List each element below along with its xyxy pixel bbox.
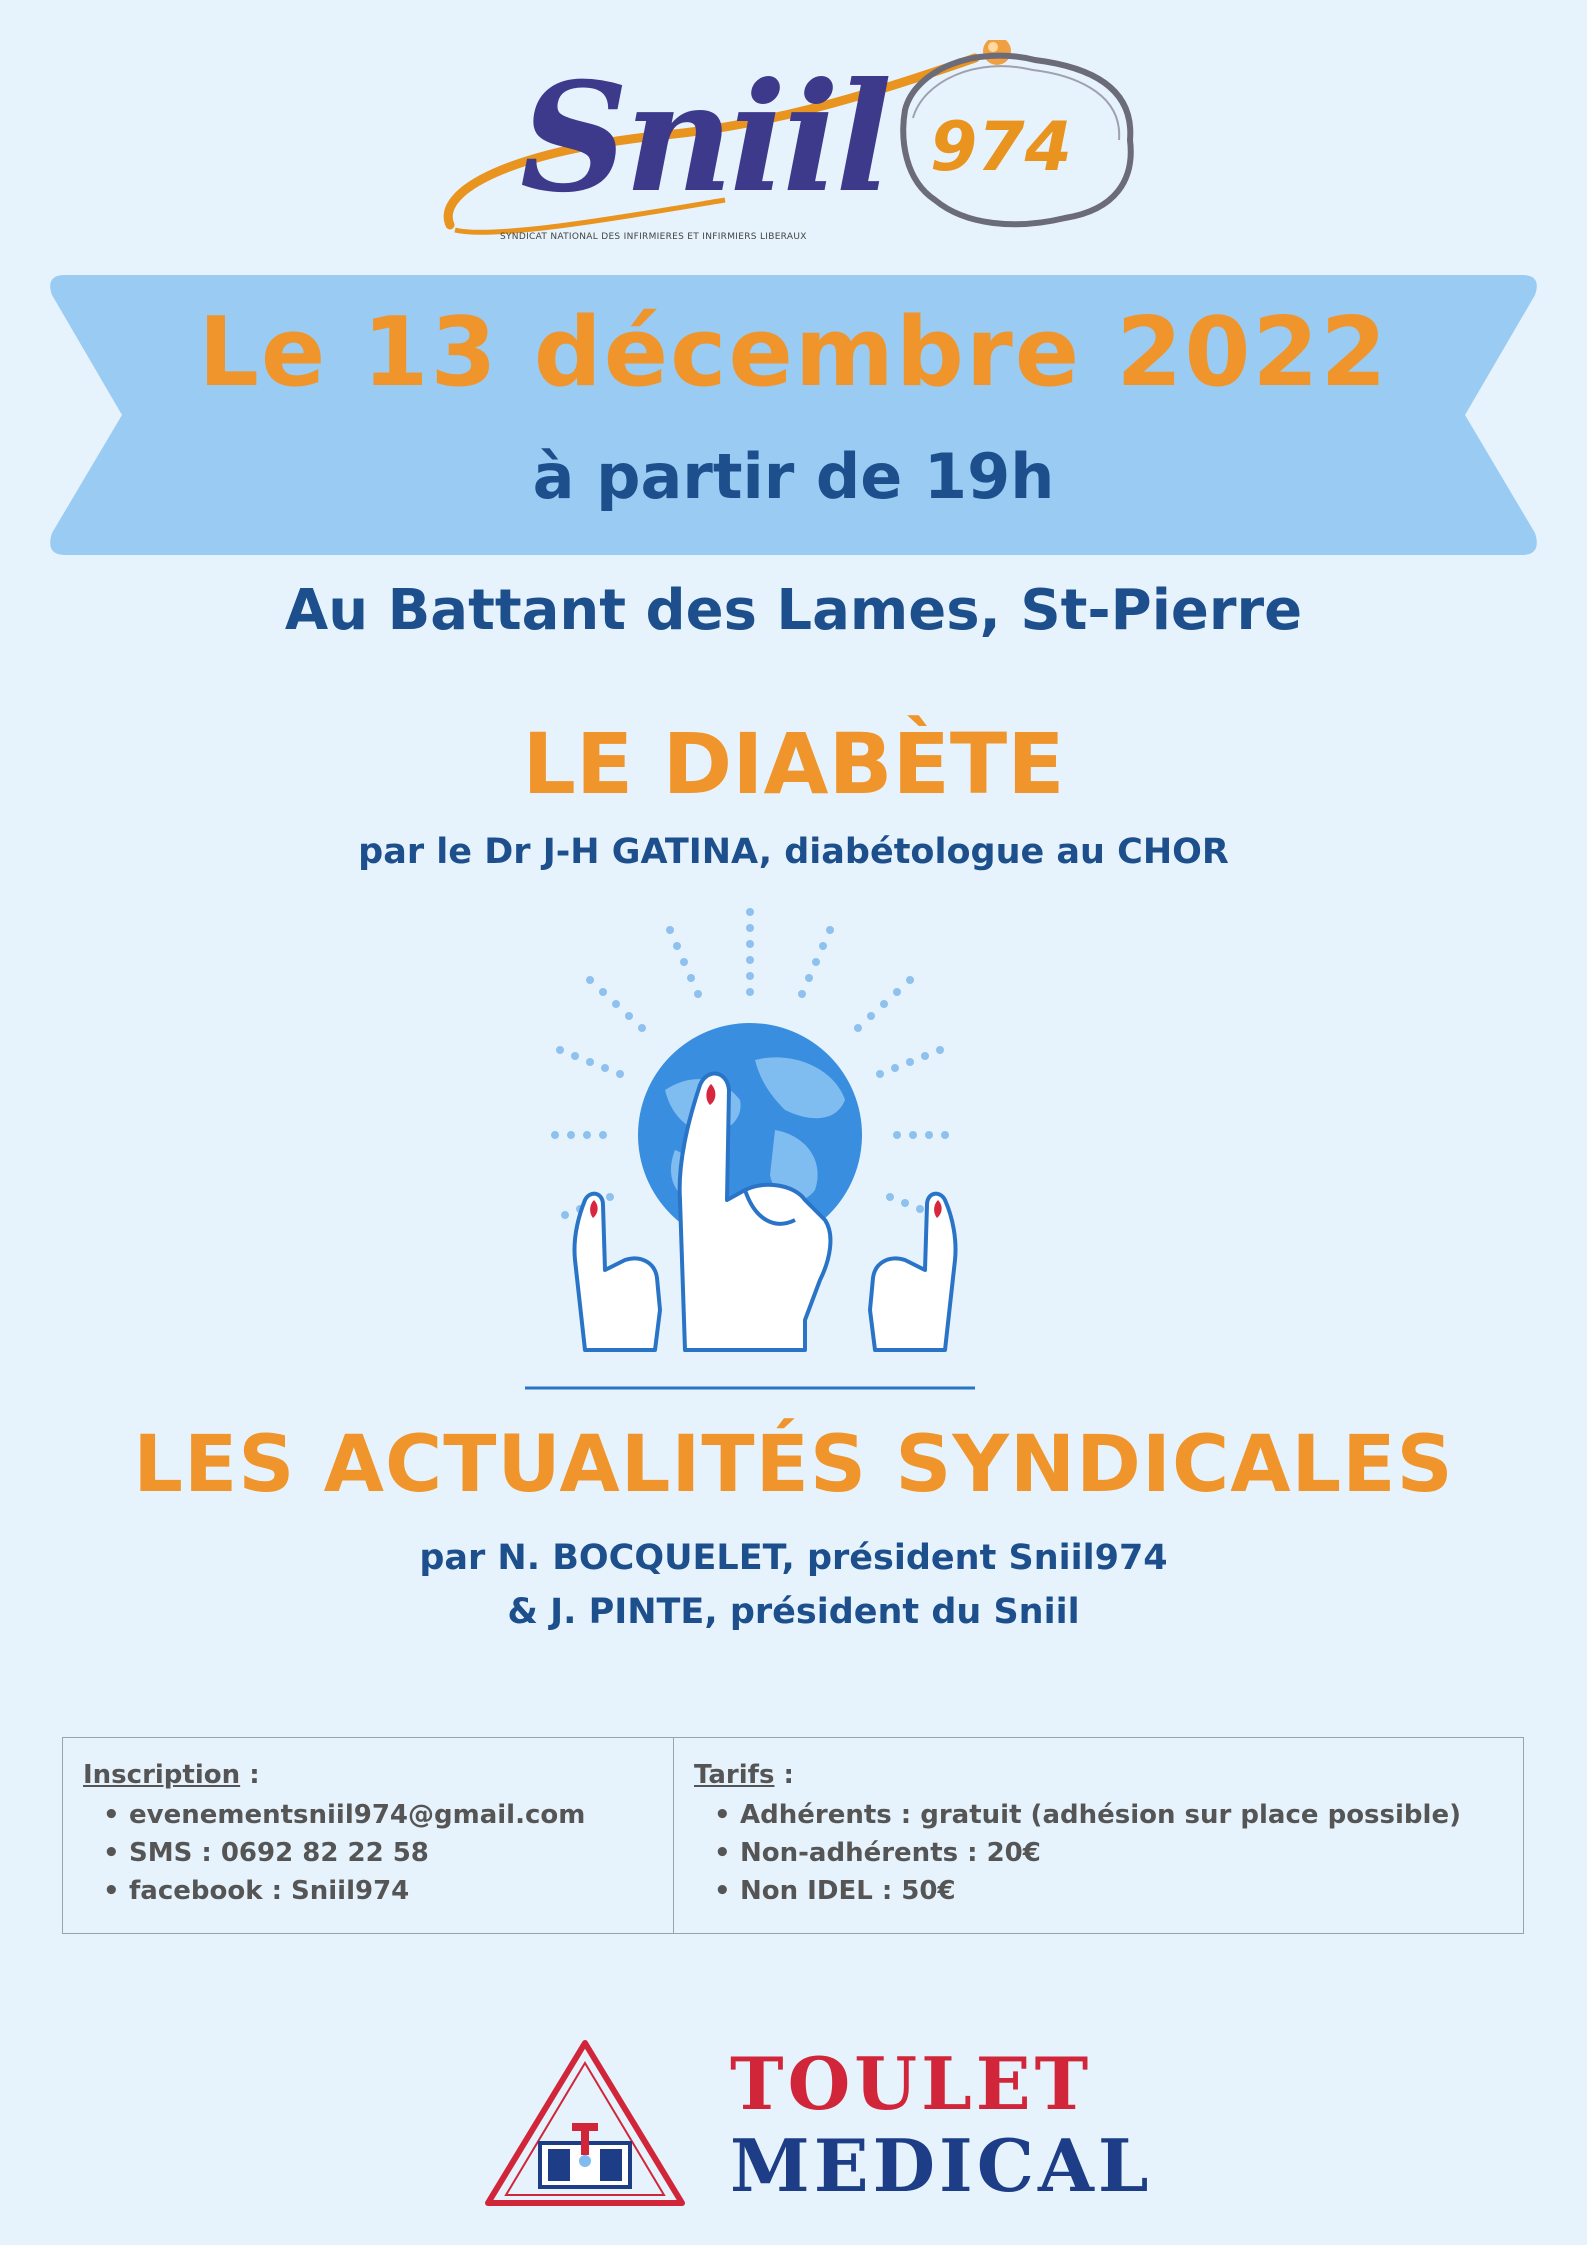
medical-word: MEDICAL [730, 2123, 1153, 2208]
toulet-medical-logo [480, 2035, 1153, 2210]
inscription-heading-label: Inscription [83, 1760, 241, 1790]
tarif-adherents: • Adhérents : gratuit (adhésion sur place possible) [740, 1796, 1523, 1834]
inscription-sms: • SMS : 0692 82 22 58 [129, 1834, 673, 1872]
tarifs-column [673, 1738, 1523, 1933]
tarif-non-idel: • Non IDEL : 50€ [740, 1872, 1523, 1910]
toulet-word: TOULET [730, 2041, 1093, 2126]
left-hand-icon [574, 1194, 660, 1350]
topic-title-actualites: LES ACTUALITÉS SYNDICALES [133, 1420, 1454, 1510]
tarifs-heading [694, 1760, 1523, 1790]
tarifs-heading-label: Tarifs [694, 1760, 775, 1790]
inscription-column [63, 1738, 673, 1933]
sniil-logo [435, 40, 1135, 255]
info-table [62, 1737, 1524, 1934]
tarifs-heading-colon: : [774, 1760, 794, 1790]
topic-speaker-actualites-1: par N. BOCQUELET, président Sniil974 [419, 1538, 1168, 1578]
topic-speaker-actualites-2: & J. PINTE, président du Sniil [507, 1592, 1080, 1632]
event-venue: Au Battant des Lames, St-Pierre [284, 578, 1303, 643]
event-date: Le 13 décembre 2022 [198, 298, 1389, 408]
inscription-email: • evenementsniil974@gmail.com [129, 1796, 673, 1834]
logo-word: Sniil [520, 50, 889, 226]
right-hand-icon [870, 1194, 956, 1350]
tarif-non-adherents: • Non-adhérents : 20€ [740, 1834, 1523, 1872]
inscription-heading-colon: : [240, 1760, 260, 1790]
globe-hands-illustration [505, 900, 1025, 1395]
tarifs-list [694, 1796, 1523, 1910]
inscription-list [83, 1796, 673, 1910]
toulet-medical-logo-icon [480, 2035, 690, 2210]
event-time: à partir de 19h [532, 440, 1055, 513]
logo-region: 974 [930, 108, 1072, 187]
inscription-heading [83, 1760, 673, 1790]
topic-speaker-diabete: par le Dr J-H GATINA, diabétologue au CHOR [358, 832, 1229, 872]
inscription-facebook: • facebook : Sniil974 [129, 1872, 673, 1910]
topic-title-diabete: LE DIABÈTE [522, 715, 1065, 813]
logo-subtitle: SYNDICAT NATIONAL DES INFIRMIERES ET INFIRMIERS LIBERAUX [500, 232, 807, 242]
